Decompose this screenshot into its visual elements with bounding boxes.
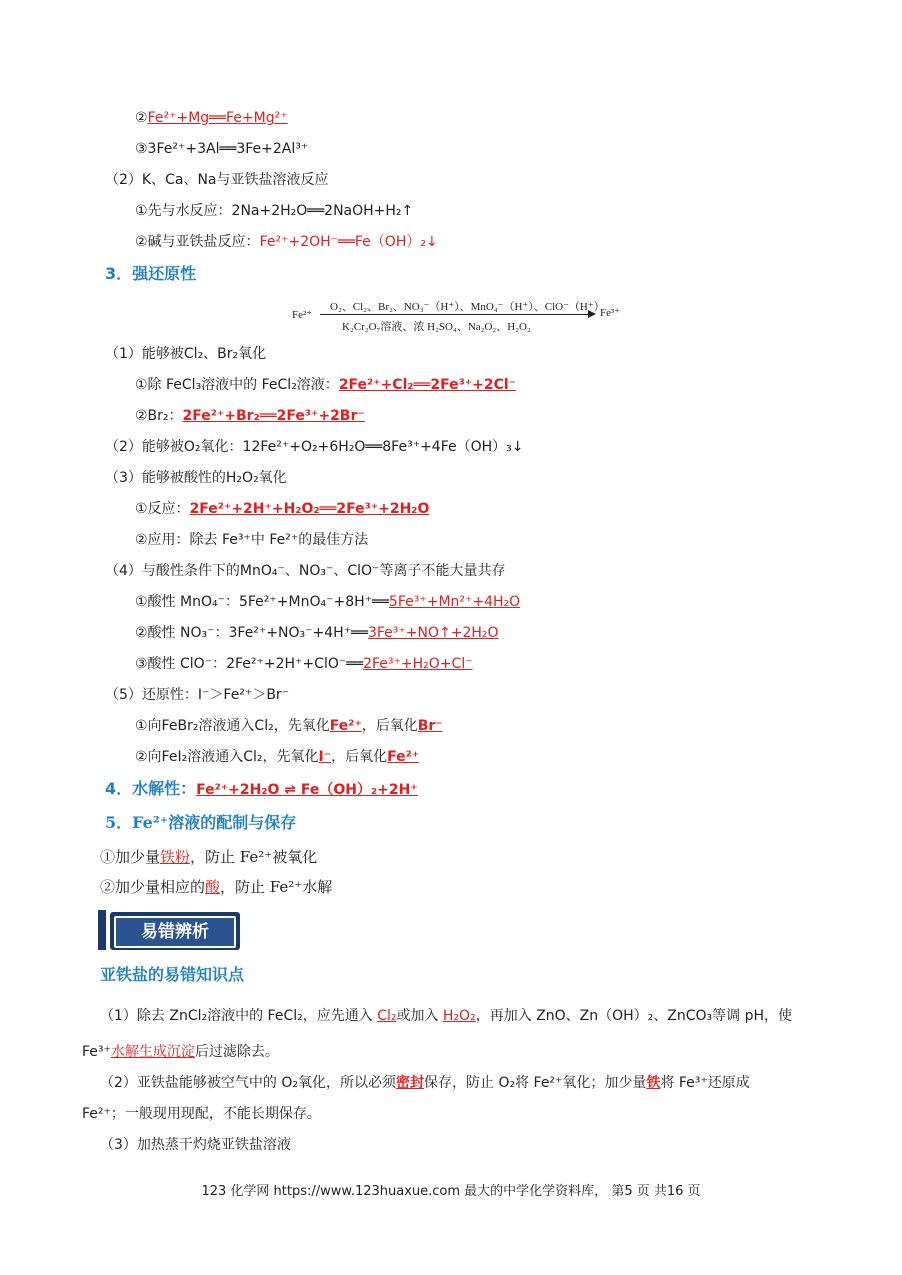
oxidation-diagram — [290, 298, 630, 338]
line-na-water: ①先与水反应：2Na+2H₂O══2NaOH+H₂↑ — [135, 203, 414, 219]
answer: H₂O₂ — [442, 1008, 476, 1024]
diagram-below: K₂Cr₂O₇溶液、浓 H₂SO₄、Na₂O₂、H₂O₂ — [342, 321, 531, 333]
text: ①向FeBr₂溶液通入Cl₂，先氧化 — [135, 718, 330, 734]
diagram-right: Fe³⁺ — [600, 307, 621, 319]
text: 保存，防止 O₂将 Fe²⁺氧化；加少量 — [424, 1075, 647, 1091]
heading-hydrolysis — [105, 779, 418, 800]
heading-text: 4．水解性： — [105, 779, 197, 798]
equation-fe-mg: Fe²⁺+Mg══Fe+Mg²⁺ — [147, 110, 288, 126]
line-o2: （2）能够被O₂氧化：12Fe²⁺+O₂+6H₂O══8Fe³⁺+4Fe（OH）₃↓ — [105, 439, 524, 455]
text: ②向FeI₂溶液通入Cl₂，先氧化 — [135, 749, 319, 765]
label: ①除 FeCl₃溶液中的 FeCl₂溶液： — [135, 377, 339, 393]
text: ，防止 Fe²⁺被氧化 — [190, 848, 318, 866]
diagram-above: O₂、Cl₂、Br₂、NO₃⁻（H⁺）、MnO₄⁻（H⁺）、ClO⁻（H⁺） — [330, 301, 605, 313]
banner-bar — [98, 910, 106, 950]
label: ①酸性 MnO₄⁻：5Fe²⁺+MnO₄⁻+8H⁺══ — [135, 594, 389, 610]
text: ①加少量 — [100, 848, 161, 866]
heading-strong-reducing: 3．强还原性 — [105, 264, 197, 283]
label: ①反应： — [135, 501, 190, 517]
banner-title: 易错辨析 — [114, 916, 236, 948]
text: 或加入 — [396, 1008, 443, 1024]
answer: 酸 — [205, 878, 221, 896]
text: ，防止 Fe²⁺水解 — [220, 878, 333, 896]
text: ，后氧化 — [361, 718, 418, 734]
line-iron-powder — [100, 847, 317, 867]
arrow-head-icon — [588, 310, 596, 318]
equation-fe-oh: Fe²⁺+2OH⁻══Fe（OH）₂↓ — [259, 234, 438, 250]
line-application: ②应用：除去 Fe³⁺中 Fe²⁺的最佳方法 — [135, 532, 369, 548]
line-clo — [135, 654, 473, 674]
answer: Fe²⁺ — [387, 749, 420, 765]
line-febr2 — [135, 716, 443, 736]
label: ②Br₂： — [135, 408, 183, 424]
label: ②碱与亚铁盐反应： — [135, 234, 260, 250]
line-fei2 — [135, 747, 419, 767]
text: 将 Fe³⁺还原成 — [660, 1075, 750, 1091]
diagram-arrow-line — [320, 314, 592, 315]
line-fe-mg — [135, 108, 288, 128]
line-reducing-order: （5）还原性：I⁻＞Fe²⁺＞Br⁻ — [105, 687, 290, 703]
answer: 铁粉 — [160, 848, 191, 866]
section-banner — [98, 910, 240, 950]
line-h2o2: （3）能够被酸性的H₂O₂氧化 — [105, 470, 287, 486]
equation-h2o2: 2Fe²⁺+2H⁺+H₂O₂══2Fe³⁺+2H₂O — [189, 501, 430, 517]
line-mno4 — [135, 592, 520, 612]
answer: Cl₂ — [377, 1008, 397, 1024]
para-4: Fe²⁺；一般现用现配，不能长期保存。 — [82, 1106, 321, 1122]
para-1 — [100, 1006, 792, 1026]
line-br2 — [135, 406, 365, 426]
text: （1）除去 ZnCl₂溶液中的 FeCl₂，应先通入 — [100, 1008, 378, 1024]
answer: 铁 — [646, 1075, 661, 1091]
diagram-left: Fe²⁺ — [292, 309, 313, 321]
line-kcana: （2）K、Ca、Na与亚铁盐溶液反应 — [105, 172, 329, 188]
line-fe-al: ③3Fe²⁺+3Al══3Fe+2Al³⁺ — [135, 141, 309, 157]
answer: I⁻ — [318, 749, 332, 765]
text: （2）亚铁盐能够被空气中的 O₂氧化，所以必须 — [100, 1075, 396, 1091]
text: 后过滤除去。 — [194, 1044, 279, 1060]
line-no3 — [135, 623, 499, 643]
equation-br2: 2Fe²⁺+Br₂══2Fe³⁺+2Br⁻ — [182, 408, 365, 424]
answer: 密封 — [396, 1075, 424, 1091]
para-5: （3）加热蒸干灼烧亚铁盐溶液 — [100, 1137, 291, 1153]
line-cl-br: （1）能够被Cl₂、Br₂氧化 — [105, 346, 267, 362]
equation-mno4: 5Fe³⁺+Mn²⁺+4H₂O — [388, 594, 521, 610]
page-footer: 123 化学网 https://www.123huaxue.com 最大的中学化学资料库， 第5 页 共16 页 — [201, 1184, 701, 1199]
line-fecl3 — [135, 375, 516, 395]
label: ③酸性 ClO⁻：2Fe²⁺+2H⁺+ClO⁻══ — [135, 656, 364, 672]
line-h2o2-reaction — [135, 499, 429, 519]
equation-clo: 2Fe³⁺+H₂O+Cl⁻ — [363, 656, 473, 672]
line-coexist: （4）与酸性条件下的MnO₄⁻、NO₃⁻、ClO⁻等离子不能大量共存 — [105, 563, 506, 579]
heading-preparation: 5．Fe²⁺溶液的配制与保存 — [105, 813, 297, 832]
item-number: ② — [135, 110, 148, 126]
equation-cl2: 2Fe²⁺+Cl₂══2Fe³⁺+2Cl⁻ — [338, 377, 517, 393]
text: Fe³⁺ — [82, 1044, 111, 1060]
text: ②加少量相应的 — [100, 878, 206, 896]
para-2 — [82, 1042, 279, 1062]
answer: Br⁻ — [417, 718, 443, 734]
text: ，再加入 ZnO、Zn（OH）₂、ZnCO₃等调 pH，使 — [475, 1008, 792, 1024]
equation-no3: 3Fe³⁺+NO↑+2H₂O — [367, 625, 499, 641]
line-base-reaction — [135, 232, 438, 252]
equation-hydrolysis: Fe²⁺+2H₂O ⇌ Fe（OH）₂+2H⁺ — [196, 782, 418, 798]
text: ，后氧化 — [331, 749, 388, 765]
answer: Fe²⁺ — [329, 718, 362, 734]
label: ②酸性 NO₃⁻：3Fe²⁺+NO₃⁻+4H⁺══ — [135, 625, 368, 641]
heading-errors: 亚铁盐的易错知识点 — [100, 965, 245, 984]
para-3 — [100, 1073, 750, 1093]
line-acid — [100, 877, 332, 897]
answer: 水解生成沉淀 — [110, 1044, 195, 1060]
